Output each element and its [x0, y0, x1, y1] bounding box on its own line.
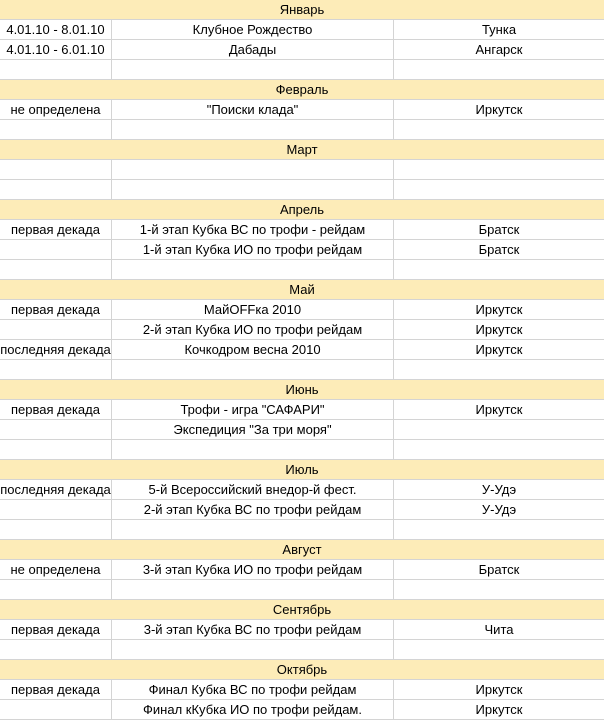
table-row	[0, 160, 604, 180]
date-cell[interactable]: не определена	[0, 560, 112, 580]
date-cell[interactable]: 4.01.10 - 8.01.10	[0, 20, 112, 40]
date-cell[interactable]	[0, 520, 112, 540]
table-row	[0, 700, 604, 720]
location-cell[interactable]: Иркутск	[394, 400, 604, 420]
date-cell[interactable]: первая декада	[0, 400, 112, 420]
month-header-row	[0, 660, 604, 680]
event-cell[interactable]	[112, 160, 394, 180]
table-row	[0, 320, 604, 340]
month-label[interactable]: Май	[289, 282, 315, 297]
table-row	[0, 500, 604, 520]
location-cell[interactable]: Иркутск	[394, 100, 604, 120]
table-row	[0, 220, 604, 240]
event-cell[interactable]: 2-й этап Кубка ВС по трофи рейдам	[112, 500, 394, 520]
location-cell[interactable]: Иркутск	[394, 320, 604, 340]
month-header-row	[0, 80, 604, 100]
date-cell[interactable]: первая декада	[0, 620, 112, 640]
table-row	[0, 520, 604, 540]
date-cell[interactable]	[0, 440, 112, 460]
table-row	[0, 680, 604, 700]
date-cell[interactable]	[0, 180, 112, 200]
event-cell[interactable]: Финал Кубка ВС по трофи рейдам	[112, 680, 394, 700]
location-cell[interactable]	[394, 420, 604, 440]
month-label[interactable]: Январь	[279, 2, 325, 17]
date-cell[interactable]: последняя декада	[0, 480, 112, 500]
table-row	[0, 60, 604, 80]
date-cell[interactable]	[0, 700, 112, 720]
date-cell[interactable]: первая декада	[0, 220, 112, 240]
month-label[interactable]: Март	[286, 142, 318, 157]
table-row	[0, 240, 604, 260]
location-cell[interactable]	[394, 640, 604, 660]
date-cell[interactable]	[0, 260, 112, 280]
month-header-row	[0, 600, 604, 620]
location-cell[interactable]	[394, 180, 604, 200]
date-cell[interactable]	[0, 60, 112, 80]
event-cell[interactable]: Экспедиция "За три моря"	[112, 420, 394, 440]
date-cell[interactable]	[0, 360, 112, 380]
location-cell[interactable]	[394, 160, 604, 180]
event-cell[interactable]: 2-й этап Кубка ИО по трофи рейдам	[112, 320, 394, 340]
location-cell[interactable]: Тунка	[394, 20, 604, 40]
location-cell[interactable]	[394, 440, 604, 460]
event-cell[interactable]	[112, 360, 394, 380]
table-row	[0, 400, 604, 420]
event-cell[interactable]	[112, 120, 394, 140]
location-cell[interactable]	[394, 120, 604, 140]
event-cell[interactable]: 3-й этап Кубка ИО по трофи рейдам	[112, 560, 394, 580]
location-cell[interactable]: Братск	[394, 220, 604, 240]
date-cell[interactable]	[0, 640, 112, 660]
month-header-row	[0, 540, 604, 560]
event-cell[interactable]: Клубное Рождество	[112, 20, 394, 40]
event-cell[interactable]: Дабады	[112, 40, 394, 60]
table-row	[0, 340, 604, 360]
table-row	[0, 480, 604, 500]
date-cell[interactable]	[0, 240, 112, 260]
location-cell[interactable]: Иркутск	[394, 300, 604, 320]
event-cell[interactable]	[112, 60, 394, 80]
location-cell[interactable]	[394, 360, 604, 380]
event-cell[interactable]: МайOFFка 2010	[112, 300, 394, 320]
month-header-row	[0, 0, 604, 20]
location-cell[interactable]: Иркутск	[394, 700, 604, 720]
table-row	[0, 180, 604, 200]
month-label[interactable]: Февраль	[275, 82, 329, 97]
location-cell[interactable]: Ангарск	[394, 40, 604, 60]
table-row	[0, 120, 604, 140]
table-row	[0, 260, 604, 280]
date-cell[interactable]: последняя декада	[0, 340, 112, 360]
location-cell[interactable]: Иркутск	[394, 680, 604, 700]
date-cell[interactable]: первая декада	[0, 680, 112, 700]
table-row	[0, 300, 604, 320]
month-label[interactable]: Апрель	[279, 202, 325, 217]
date-cell[interactable]	[0, 120, 112, 140]
location-cell[interactable]: Братск	[394, 560, 604, 580]
location-cell[interactable]: Братск	[394, 240, 604, 260]
location-cell[interactable]: Чита	[394, 620, 604, 640]
table-row	[0, 620, 604, 640]
date-cell[interactable]	[0, 580, 112, 600]
month-header-row	[0, 200, 604, 220]
location-cell[interactable]	[394, 520, 604, 540]
event-cell[interactable]	[112, 180, 394, 200]
month-label[interactable]: Сентябрь	[272, 602, 332, 617]
date-cell[interactable]: 4.01.10 - 6.01.10	[0, 40, 112, 60]
location-cell[interactable]	[394, 260, 604, 280]
event-cell[interactable]: 1-й этап Кубка ИО по трофи рейдам	[112, 240, 394, 260]
month-label[interactable]: Июль	[285, 462, 319, 477]
location-cell[interactable]	[394, 580, 604, 600]
table-row	[0, 640, 604, 660]
table-row	[0, 440, 604, 460]
date-cell[interactable]: первая декада	[0, 300, 112, 320]
event-cell[interactable]	[112, 580, 394, 600]
date-cell[interactable]: не определена	[0, 100, 112, 120]
table-row	[0, 560, 604, 580]
month-label[interactable]: Август	[282, 542, 322, 557]
location-cell[interactable]: Иркутск	[394, 340, 604, 360]
event-cell[interactable]: 3-й этап Кубка ВС по трофи рейдам	[112, 620, 394, 640]
date-cell[interactable]	[0, 500, 112, 520]
month-header-row	[0, 280, 604, 300]
table-row	[0, 580, 604, 600]
month-label[interactable]: Октябрь	[276, 662, 328, 677]
event-cell[interactable]	[112, 440, 394, 460]
table-row	[0, 360, 604, 380]
location-cell[interactable]	[394, 60, 604, 80]
event-cell[interactable]	[112, 520, 394, 540]
month-header-row	[0, 380, 604, 400]
date-cell[interactable]	[0, 420, 112, 440]
event-cell[interactable]: Кочкодром весна 2010	[112, 340, 394, 360]
event-cell[interactable]: Финал кКубка ИО по трофи рейдам.	[112, 700, 394, 720]
date-cell[interactable]	[0, 320, 112, 340]
table-row	[0, 100, 604, 120]
location-cell[interactable]: У-Удэ	[394, 480, 604, 500]
event-cell[interactable]: Трофи - игра "САФАРИ"	[112, 400, 394, 420]
month-header-row	[0, 140, 604, 160]
table-row	[0, 20, 604, 40]
event-cell[interactable]	[112, 260, 394, 280]
table-row	[0, 420, 604, 440]
month-label[interactable]: Июнь	[285, 382, 319, 397]
table-row	[0, 40, 604, 60]
event-cell[interactable]: 5-й Всероссийский внедор-й фест.	[112, 480, 394, 500]
event-cell[interactable]	[112, 640, 394, 660]
event-cell[interactable]: "Поиски клада"	[112, 100, 394, 120]
event-cell[interactable]: 1-й этап Кубка ВС по трофи - рейдам	[112, 220, 394, 240]
date-cell[interactable]	[0, 160, 112, 180]
month-header-row	[0, 460, 604, 480]
location-cell[interactable]: У-Удэ	[394, 500, 604, 520]
